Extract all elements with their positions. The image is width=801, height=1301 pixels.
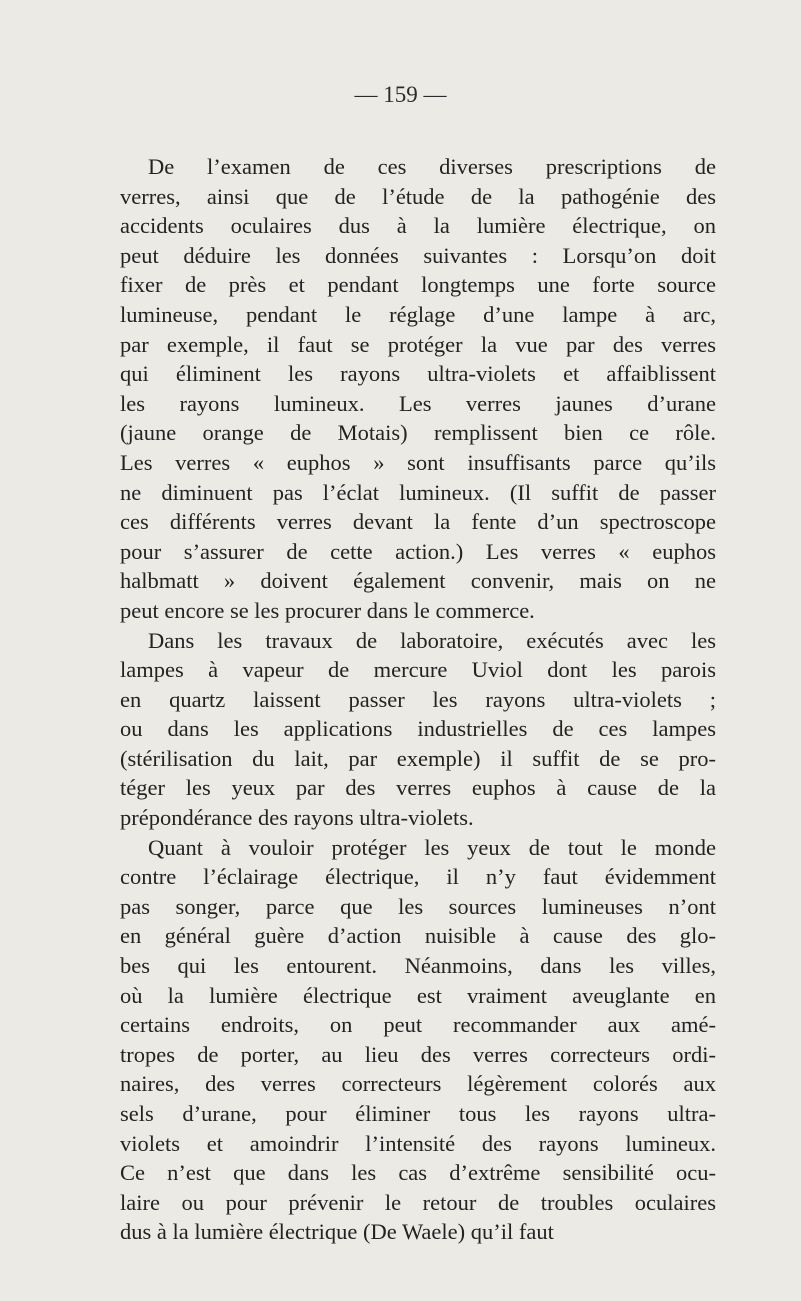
text-line: sels d’urane, pour éliminer tous les rayons ultra- bbox=[120, 1101, 716, 1126]
text-line: prépondérance des rayons ultra-violets. bbox=[120, 805, 474, 831]
text-line: ou dans les applications industrielles de ces lampes bbox=[120, 716, 716, 742]
text-line: Quant à vouloir protéger les yeux de tout le monde bbox=[148, 834, 716, 860]
text-line: dus à la lumière électrique (De Waele) qu’il faut bbox=[120, 1219, 554, 1245]
text-line: verres, ainsi que de l’étude de la pathogénie des bbox=[120, 183, 716, 209]
page-number: — 159 — bbox=[354, 82, 447, 107]
text-line: certains endroits, on peut recommander aux amé- bbox=[120, 1012, 716, 1038]
text-line: en quartz laissent passer les rayons ultra-violets ; bbox=[120, 686, 716, 712]
text-line: Dans les travaux de laboratoire, exécutés avec les bbox=[148, 627, 716, 653]
text-line: téger les yeux par des verres euphos à cause de la bbox=[120, 775, 716, 801]
text-line: Ce n’est que dans les cas d’extrême sensibilité ocu- bbox=[120, 1160, 716, 1186]
text-line: (stérilisation du lait, par exemple) il suffit de se pro- bbox=[120, 745, 716, 771]
text-line: tropes de porter, au lieu des verres correcteurs ordi- bbox=[120, 1041, 716, 1067]
text-line: lampes à vapeur de mercure Uviol dont les parois bbox=[120, 657, 716, 683]
text-line: pas songer, parce que les sources lumineuses n’ont bbox=[120, 893, 716, 919]
text-line: ne diminuent pas l’éclat lumineux. (Il suffit de passer bbox=[120, 479, 716, 505]
text-line: accidents oculaires dus à la lumière électrique, on bbox=[120, 213, 716, 239]
text-line: bes qui les entourent. Néanmoins, dans les villes, bbox=[120, 953, 716, 979]
text-line: laire ou pour prévenir le retour de troubles oculaires bbox=[120, 1189, 716, 1215]
text-line: (jaune orange de Motais) remplissent bien ce rôle. bbox=[120, 420, 716, 446]
text-line: par exemple, il faut se protéger la vue par des verres bbox=[120, 331, 716, 357]
text-line: peut encore se les procurer dans le commerce. bbox=[120, 597, 535, 623]
text-line: halbmatt » doivent également convenir, mais on ne bbox=[120, 568, 716, 594]
text-line: fixer de près et pendant longtemps une forte source bbox=[120, 272, 716, 298]
text-line: ces différents verres devant la fente d’un spectroscope bbox=[120, 509, 716, 535]
text-line: en général guère d’action nuisible à cause des glo- bbox=[120, 923, 716, 949]
text-line: violets et amoindrir l’intensité des rayons lumineux. bbox=[120, 1130, 716, 1156]
text-line: naires, des verres correcteurs légèrement colorés aux bbox=[120, 1071, 716, 1097]
text-line: pour s’assurer de cette action.) Les verres « euphos bbox=[120, 538, 716, 564]
text-line: lumineuse, pendant le réglage d’une lampe à arc, bbox=[120, 301, 716, 327]
text-line: les rayons lumineux. Les verres jaunes d’urane bbox=[120, 390, 716, 416]
text-line: Les verres « euphos » sont insuffisants parce qu’ils bbox=[120, 449, 716, 475]
text-line: qui éliminent les rayons ultra-violets et affaiblissent bbox=[120, 361, 716, 387]
text-line: où la lumière électrique est vraiment aveuglante en bbox=[120, 982, 716, 1008]
body-text bbox=[120, 152, 716, 1247]
text-line: contre l’éclairage électrique, il n’y faut évidemment bbox=[120, 864, 716, 890]
text-line: peut déduire les données suivantes : Lorsqu’on doit bbox=[120, 242, 716, 268]
text-line: De l’examen de ces diverses prescriptions de bbox=[148, 154, 716, 179]
